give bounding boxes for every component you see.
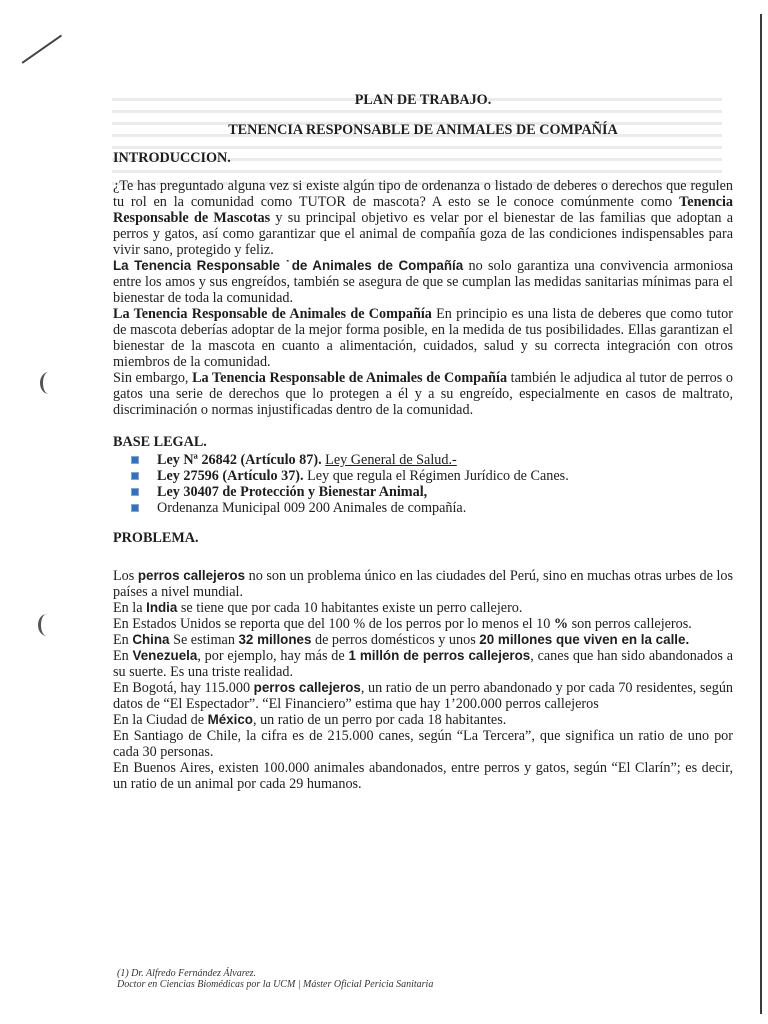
document-body <box>113 92 733 792</box>
legal-item: Ley 27596 (Artículo 37). Ley que regula el Régimen Jurídico de Canes. <box>131 468 733 484</box>
legal-item: Ley Nª 26842 (Artículo 87). Ley General de Salud.- <box>131 452 733 468</box>
bullet-icon <box>131 456 139 464</box>
section-heading-base-legal: BASE LEGAL. <box>113 434 207 450</box>
problem-paragraph: En Buenos Aires, existen 100.000 animales abandonados, entre perros y gatos, según “El Clarín”; es decir, un ratio de un animal por cada 29 humanos. <box>113 760 733 792</box>
scan-edge-line <box>760 14 762 1014</box>
intro-paragraph-4: Sin embargo, La Tenencia Responsable de Animales de Compañía también le adjudica al tutor de perros o gatos una serie de derechos que lo protegen a él y a su engreído, especialmente en casos de maltrato, discriminación o normas injustificadas dentro de la comunidad. <box>113 370 733 418</box>
legal-item: Ordenanza Municipal 009 200 Animales de compañía. <box>131 500 733 516</box>
intro-paragraph-1: ¿Te has preguntado alguna vez si existe algún tipo de ordenanza o listado de deberes o derechos que regulen tu rol en la comunidad como TUTOR de mascota? A esto se le conoce comúnmente como Tenencia Responsable de Mascotas y su principal objetivo es velar por el bienestar de las familias que adoptan a perros y gatos, así como garantizar que el animal de compañía goza de las condiciones indispensables para vivir sano, protegido y feliz. <box>113 178 733 258</box>
section-heading-problema: PROBLEMA. <box>113 530 199 546</box>
section-heading-introduccion: INTRODUCCION. <box>113 150 231 166</box>
punch-hole-mark <box>38 614 55 636</box>
problem-paragraph: Los perros callejeros no son un problema único en las ciudades del Perú, sino en muchas otras urbes de los países a nivel mundial. <box>113 568 734 600</box>
punch-hole-mark <box>40 372 57 394</box>
footnote-credentials: Doctor en Ciencias Biomédicas por la UCM | Máster Oficial Pericia Sanitaria <box>117 979 434 990</box>
intro-paragraph-3: La Tenencia Responsable de Animales de Compañía En principio es una lista de deberes que como tutor de mascota deberías adoptar de la mejor forma posible, en la medida de tus posibilidades. Ellas garantizan el bienestar de la mascota en cuanto a alimentación, cuidados, salud y su correcta integración con otros miembros de la comunidad. <box>113 306 733 370</box>
bullet-icon <box>131 488 139 496</box>
problem-paragraph: En la India se tiene que por cada 10 habitantes existe un perro callejero. <box>113 600 523 616</box>
problem-paragraph: En Bogotá, hay 115.000 perros callejeros, un ratio de un perro abandonado y por cada 70 residentes, según datos de “El Espectador”. “El Financiero” estima que hay 1’200.000 perros callejeros <box>113 680 734 712</box>
pen-mark <box>22 35 62 64</box>
problem-paragraph: En la Ciudad de México, un ratio de un perro por cada 18 habitantes. <box>113 712 507 728</box>
problem-paragraph: En Santiago de Chile, la cifra es de 215.000 canes, según “La Tercera”, que significa un ratio de uno por cada 30 personas. <box>113 728 733 760</box>
legal-list <box>113 452 733 516</box>
problem-paragraph: En Estados Unidos se reporta que del 100 % de los perros por lo menos el 10 % son perros callejeros. <box>113 616 692 632</box>
bullet-icon <box>131 504 139 512</box>
document-title: PLAN DE TRABAJO. <box>354 92 492 108</box>
problem-paragraph: En China Se estiman 32 millones de perros domésticos y unos 20 millones que viven en la calle. <box>113 632 690 648</box>
legal-item: Ley 30407 de Protección y Bienestar Animal, <box>131 484 733 500</box>
footnote <box>117 968 433 990</box>
intro-paragraph-2: La Tenencia Responsable ˙de Animales de Compañía no solo garantiza una convivencia armoniosa entre los amos y sus engreídos, también se asegura de que se cumplan las medidas sanitarias mínimas para el bienestar de toda la comunidad. <box>113 258 733 306</box>
problem-paragraph: En Venezuela, por ejemplo, hay más de 1 millón de perros callejeros, canes que han sido abandonados a su suerte. Es una triste realidad. <box>113 648 733 680</box>
bullet-icon <box>131 472 139 480</box>
document-subtitle: TENENCIA RESPONSABLE DE ANIMALES DE COMPAÑÍA <box>228 122 618 138</box>
footnote-author: (1) Dr. Alfredo Fernández Álvarez. <box>117 968 257 979</box>
